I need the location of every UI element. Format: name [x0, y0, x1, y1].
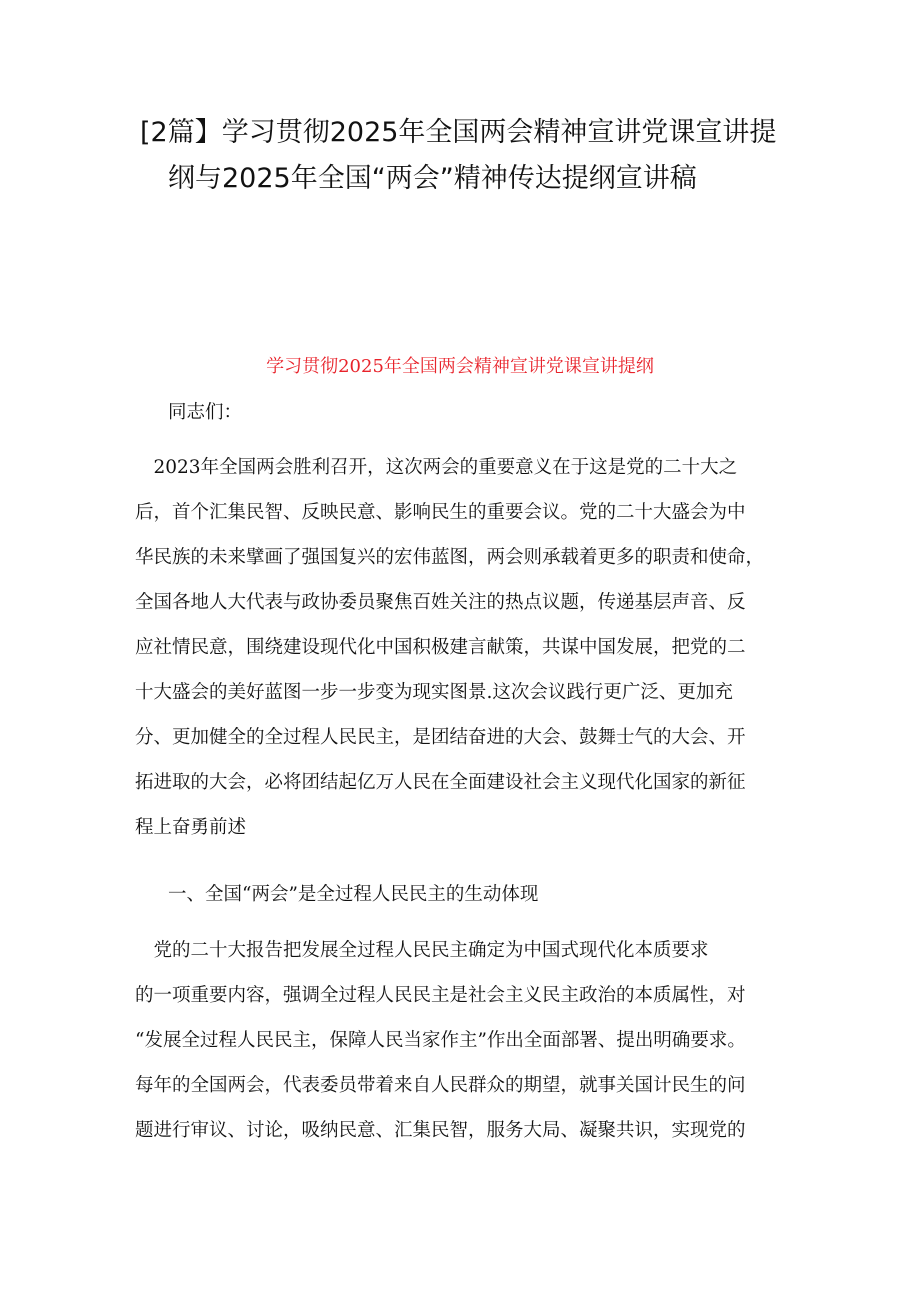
paragraph-line: 的一项重要内容，强调全过程人民民主是社会主义民主政治的本质属性，对: [135, 985, 746, 1006]
document-title-line-1: [2篇】学习贯彻2025年全国两会精神宣讲党课宣讲提: [140, 117, 777, 148]
paragraph-line: 全国各地人大代表与政协委员聚焦百姓关注的热点议题，传递基层声音、反: [135, 592, 746, 613]
paragraph-line: 后，首个汇集民智、反映民意、影响民生的重要会议。党的二十大盛会为中: [135, 502, 746, 523]
paragraph-2: [135, 928, 795, 1153]
paragraph-line: 程上奋勇前述: [135, 817, 247, 838]
paragraph-line: 应社情民意，围绕建设现代化中国积极建言献策，共谋中国发展，把党的二: [135, 637, 746, 658]
document-title-line-2: 纲与2025年全国“两会”精神传达提纲宣讲稿: [168, 163, 697, 194]
paragraph-line: 2023年全国两会胜利召开，这次两会的重要意义在于这是党的二十大之: [135, 457, 738, 478]
section-subtitle: 学习贯彻2025年全国两会精神宣讲党课宣讲提纲: [266, 356, 654, 377]
paragraph-line: 十大盛会的美好蓝图一步一步变为现实图景.这次会议践行更广泛、更加充: [135, 682, 733, 703]
section-heading-1: 一、全国“两会”是全过程人民民主的生动体现: [168, 884, 539, 905]
paragraph-line: 每年的全国两会，代表委员带着来自人民群众的期望，就事关国计民生的问: [135, 1075, 746, 1096]
salutation: 同志们：: [168, 402, 243, 423]
paragraph-line: 拓进取的大会，必将团结起亿万人民在全面建设社会主义现代化国家的新征: [135, 772, 746, 793]
paragraph-line: 题进行审议、讨论，吸纳民意、汇集民智，服务大局、凝聚共识，实现党的: [135, 1120, 746, 1141]
paragraph-line: 华民族的未来擘画了强国复兴的宏伟蓝图，两会则承载着更多的职责和使命，: [135, 547, 765, 568]
paragraph-line: 党的二十大报告把发展全过程人民民主确定为中国式现代化本质要求: [135, 940, 709, 961]
paragraph-line: “发展全过程人民民主，保障人民当家作主”作出全面部署、提出明确要求。: [135, 1030, 746, 1051]
paragraph-line: 分、更加健全的全过程人民民主，是团结奋进的大会、鼓舞士气的大会、开: [135, 727, 746, 748]
paragraph-1: [135, 445, 795, 850]
document-title: [140, 110, 800, 202]
